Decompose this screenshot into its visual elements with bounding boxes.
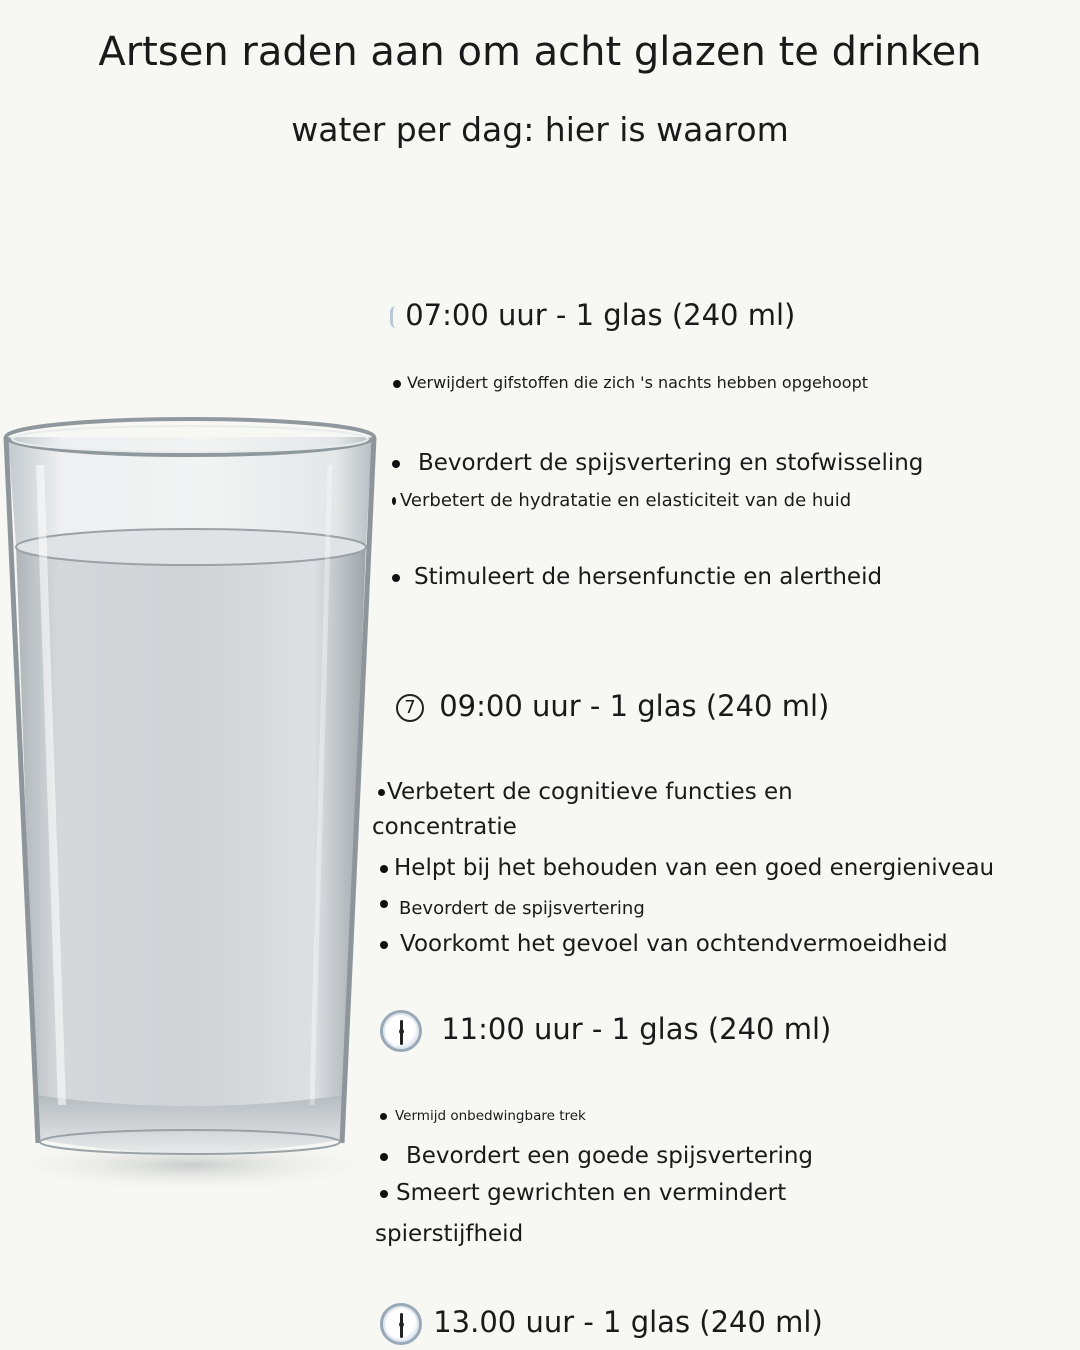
benefit-item: Verbetert de cognitieve functies en — [378, 777, 793, 807]
clock-icon — [380, 1303, 422, 1345]
page-title: Artsen raden aan om acht glazen te drinken — [98, 29, 982, 75]
bullet-icon — [392, 497, 396, 505]
bullet-icon — [380, 1190, 388, 1198]
time-heading-0700 — [390, 297, 795, 333]
benefit-item: Stimuleert de hersenfunctie en alertheid — [392, 562, 882, 592]
benefit-item: Verwijdert gifstoffen die zich 's nachts hebben opgehoopt — [393, 372, 868, 394]
bullet-icon — [380, 1113, 387, 1120]
page-subtitle: water per dag: hier is waarom — [291, 110, 789, 149]
benefit-item: Vermijd onbedwingbare trek — [380, 1107, 586, 1125]
time-heading-1100 — [380, 1010, 831, 1052]
time-label: 09:00 uur - 1 glas (240 ml) — [439, 689, 830, 723]
bullet-icon — [380, 1153, 388, 1161]
time-label: 13.00 uur - 1 glas (240 ml) — [433, 1305, 823, 1339]
benefit-item-continued: spierstijfheid — [375, 1221, 524, 1247]
time-label: 07:00 uur - 1 glas (240 ml) — [405, 298, 796, 332]
benefit-item-continued: concentratie — [372, 814, 517, 840]
partial-clock-icon — [390, 306, 396, 328]
bullet-icon — [378, 789, 385, 796]
circled-seven-icon: 7 — [396, 694, 424, 722]
benefit-item: Voorkomt het gevoel van ochtendvermoeidheid — [380, 929, 948, 959]
bullet-icon — [380, 941, 388, 949]
time-heading-1300 — [380, 1303, 823, 1345]
bullet-icon — [380, 865, 388, 873]
bullet-icon — [392, 460, 400, 468]
bullet-icon — [393, 380, 401, 388]
benefit-item: Helpt bij het behouden van een goed energieniveau — [380, 853, 994, 883]
time-heading-0900 — [396, 688, 829, 724]
benefit-item: Bevordert de spijsvertering en stofwisseling — [392, 448, 923, 478]
water-glass-image — [0, 405, 390, 1195]
benefit-item: Verbetert de hydratatie en elasticiteit van de huid — [392, 489, 851, 513]
benefit-item: Bevordert een goede spijsvertering — [380, 1141, 813, 1171]
clock-icon — [380, 1010, 422, 1052]
benefit-item: Smeert gewrichten en vermindert — [380, 1178, 786, 1208]
bullet-icon — [380, 900, 388, 908]
time-label: 11:00 uur - 1 glas (240 ml) — [441, 1012, 832, 1046]
benefit-item: Bevordert de spijsvertering — [380, 897, 645, 921]
bullet-icon — [392, 574, 400, 582]
